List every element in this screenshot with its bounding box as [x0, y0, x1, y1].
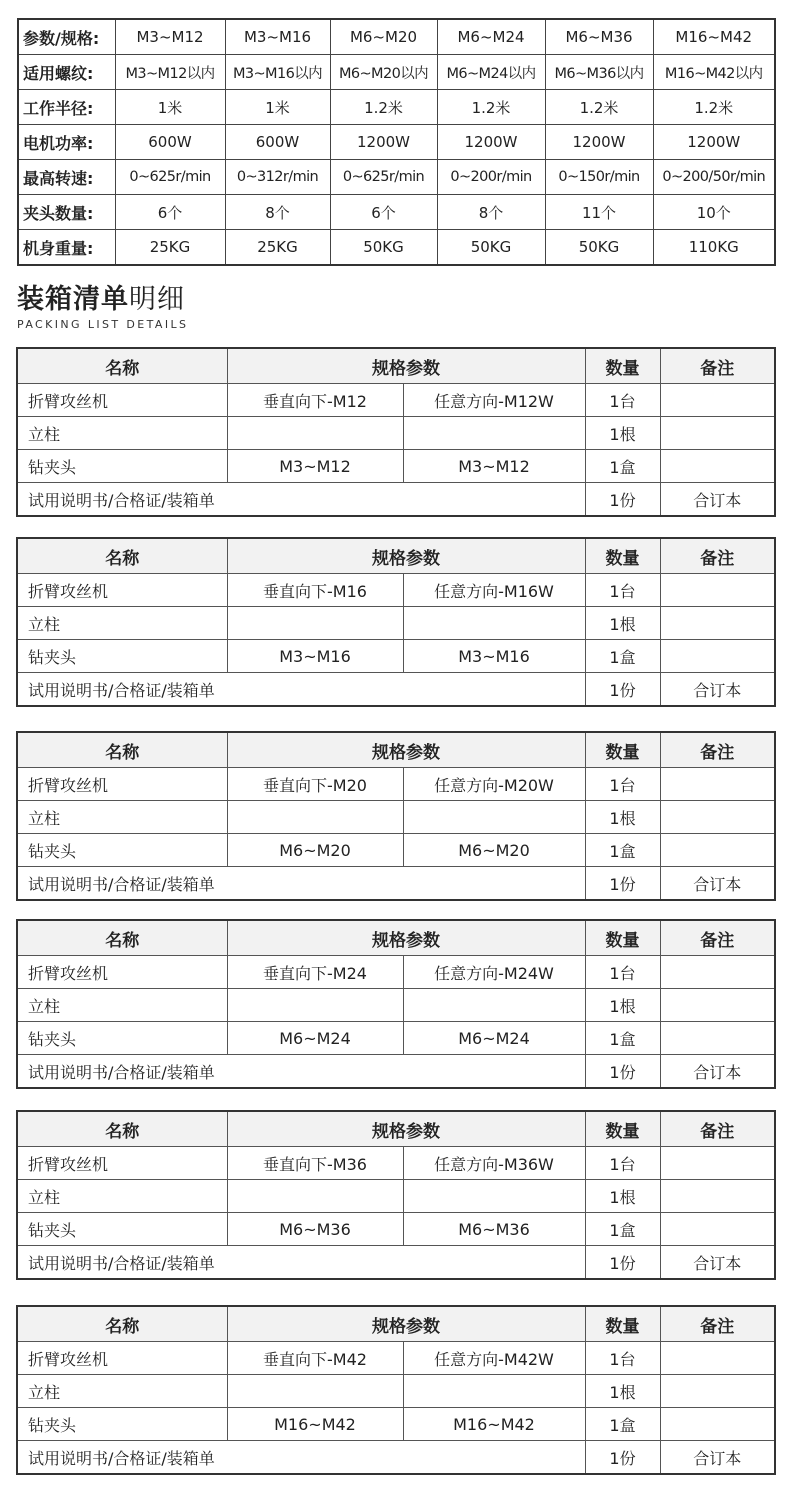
spec-row-label: 电机功率:: [18, 125, 115, 160]
packing-cell-s2: M16~M42: [403, 1408, 585, 1441]
spec-row-label: 夹头数量:: [18, 195, 115, 230]
packing-cell-note: [660, 1342, 775, 1375]
packing-cell-s2: M3~M12: [403, 450, 585, 483]
spec-header-cell: M16~M42: [653, 19, 775, 55]
packing-cell-s2: 任意方向-M20W: [403, 768, 585, 801]
packing-cell-qty: 1盒: [585, 640, 660, 673]
packing-cell-qty: 1份: [585, 1441, 660, 1475]
packing-cell-note: [660, 574, 775, 607]
packing-table: [16, 537, 776, 707]
packing-cell-note: [660, 1375, 775, 1408]
section-title-light: 明细: [129, 284, 185, 315]
packing-cell-s2: [403, 607, 585, 640]
packing-cell-note: [660, 989, 775, 1022]
packing-header-spec: 规格参数: [227, 1111, 585, 1147]
packing-cell-name: 钻夹头: [17, 450, 227, 483]
spec-header-cell: M3~M16: [225, 19, 330, 55]
packing-cell-s2: [403, 1180, 585, 1213]
spec-cell: 1.2米: [653, 90, 775, 125]
table-row: [17, 834, 775, 867]
spec-cell: M6~M20以内: [330, 55, 437, 90]
packing-cell-s1: M6~M24: [227, 1022, 403, 1055]
packing-cell-s1: 垂直向下-M20: [227, 768, 403, 801]
spec-cell: 600W: [225, 125, 330, 160]
table-row: [17, 1246, 775, 1280]
packing-cell-s1: M3~M12: [227, 450, 403, 483]
packing-header-spec: 规格参数: [227, 538, 585, 574]
packing-cell-note: 合订本: [660, 867, 775, 901]
spec-row: [18, 160, 775, 195]
packing-cell-documents: 试用说明书/合格证/装箱单: [17, 1246, 585, 1280]
packing-cell-s2: [403, 417, 585, 450]
spec-row-label: 工作半径:: [18, 90, 115, 125]
spec-cell: M3~M12以内: [115, 55, 225, 90]
spec-cell: 1200W: [545, 125, 653, 160]
table-row: [17, 1022, 775, 1055]
packing-cell-s1: M6~M36: [227, 1213, 403, 1246]
packing-header-name: 名称: [17, 538, 227, 574]
packing-cell-qty: 1盒: [585, 1408, 660, 1441]
table-row: [17, 1055, 775, 1089]
packing-cell-qty: 1份: [585, 673, 660, 707]
spec-row: [18, 125, 775, 160]
section-subtitle: PACKING LIST DETAILS: [17, 318, 189, 331]
packing-cell-documents: 试用说明书/合格证/装箱单: [17, 673, 585, 707]
packing-cell-name: 钻夹头: [17, 640, 227, 673]
packing-cell-name: 立柱: [17, 417, 227, 450]
spec-cell: 50KG: [437, 230, 545, 266]
packing-cell-note: [660, 1022, 775, 1055]
packing-header-qty: 数量: [585, 348, 660, 384]
spec-cell: 1.2米: [330, 90, 437, 125]
packing-cell-qty: 1根: [585, 1375, 660, 1408]
packing-cell-note: [660, 1147, 775, 1180]
packing-cell-name: 折臂攻丝机: [17, 1342, 227, 1375]
packing-cell-name: 钻夹头: [17, 834, 227, 867]
packing-header-row: [17, 732, 775, 768]
packing-header-qty: 数量: [585, 732, 660, 768]
packing-cell-qty: 1台: [585, 384, 660, 417]
table-row: [17, 450, 775, 483]
packing-cell-s2: M3~M16: [403, 640, 585, 673]
packing-header-qty: 数量: [585, 920, 660, 956]
packing-cell-qty: 1台: [585, 1147, 660, 1180]
packing-header-note: 备注: [660, 732, 775, 768]
spec-cell: 6个: [115, 195, 225, 230]
spec-cell: 50KG: [330, 230, 437, 266]
packing-cell-s1: M6~M20: [227, 834, 403, 867]
packing-cell-note: [660, 1408, 775, 1441]
packing-header-spec: 规格参数: [227, 920, 585, 956]
packing-cell-note: 合订本: [660, 483, 775, 517]
spec-cell: 1200W: [330, 125, 437, 160]
packing-cell-name: 立柱: [17, 801, 227, 834]
spec-cell: 0~200/50r/min: [653, 160, 775, 195]
spec-header-cell: M6~M20: [330, 19, 437, 55]
packing-cell-name: 折臂攻丝机: [17, 574, 227, 607]
packing-cell-s2: [403, 1375, 585, 1408]
table-row: [17, 1408, 775, 1441]
packing-table: [16, 347, 776, 517]
packing-cell-qty: 1台: [585, 768, 660, 801]
packing-cell-s1: [227, 1375, 403, 1408]
packing-cell-qty: 1台: [585, 574, 660, 607]
packing-table: [16, 1305, 776, 1475]
spec-cell: 0~312r/min: [225, 160, 330, 195]
packing-cell-s2: 任意方向-M36W: [403, 1147, 585, 1180]
packing-cell-documents: 试用说明书/合格证/装箱单: [17, 1441, 585, 1475]
table-row: [17, 1342, 775, 1375]
packing-header-note: 备注: [660, 1306, 775, 1342]
packing-cell-s1: 垂直向下-M24: [227, 956, 403, 989]
spec-row: [18, 55, 775, 90]
spec-row: [18, 230, 775, 266]
table-row: [17, 801, 775, 834]
spec-cell: 600W: [115, 125, 225, 160]
packing-cell-note: [660, 607, 775, 640]
packing-cell-name: 折臂攻丝机: [17, 384, 227, 417]
spec-row-label: 最高转速:: [18, 160, 115, 195]
spec-cell: 8个: [437, 195, 545, 230]
packing-cell-qty: 1份: [585, 1246, 660, 1280]
packing-cell-note: 合订本: [660, 1441, 775, 1475]
spec-header-row: [18, 19, 775, 55]
packing-cell-qty: 1份: [585, 1055, 660, 1089]
packing-cell-s2: M6~M36: [403, 1213, 585, 1246]
packing-list-heading: [17, 282, 188, 331]
packing-table: [16, 1110, 776, 1280]
packing-cell-qty: 1盒: [585, 834, 660, 867]
packing-cell-note: 合订本: [660, 673, 775, 707]
packing-header-name: 名称: [17, 1306, 227, 1342]
packing-cell-note: [660, 1180, 775, 1213]
packing-cell-s1: 垂直向下-M12: [227, 384, 403, 417]
spec-cell: 1米: [115, 90, 225, 125]
packing-cell-qty: 1根: [585, 1180, 660, 1213]
spec-cell: 1米: [225, 90, 330, 125]
spec-cell: 1200W: [653, 125, 775, 160]
packing-cell-s1: M16~M42: [227, 1408, 403, 1441]
packing-cell-note: [660, 640, 775, 673]
packing-cell-name: 钻夹头: [17, 1213, 227, 1246]
packing-cell-s1: [227, 989, 403, 1022]
packing-cell-s2: M6~M20: [403, 834, 585, 867]
packing-cell-note: 合订本: [660, 1055, 775, 1089]
packing-cell-s1: [227, 417, 403, 450]
spec-header-cell: M6~M36: [545, 19, 653, 55]
section-title: [17, 282, 188, 318]
table-row: [17, 607, 775, 640]
spec-cell: 25KG: [225, 230, 330, 266]
table-row: [17, 768, 775, 801]
spec-cell: 0~200r/min: [437, 160, 545, 195]
packing-cell-documents: 试用说明书/合格证/装箱单: [17, 867, 585, 901]
packing-header-qty: 数量: [585, 1306, 660, 1342]
packing-cell-note: [660, 801, 775, 834]
packing-cell-name: 立柱: [17, 1375, 227, 1408]
table-row: [17, 483, 775, 517]
packing-header-row: [17, 1306, 775, 1342]
packing-cell-s2: 任意方向-M24W: [403, 956, 585, 989]
table-row: [17, 1213, 775, 1246]
packing-header-name: 名称: [17, 1111, 227, 1147]
spec-cell: M6~M24以内: [437, 55, 545, 90]
spec-header-cell: M6~M24: [437, 19, 545, 55]
spec-row-label: 机身重量:: [18, 230, 115, 266]
packing-header-row: [17, 348, 775, 384]
packing-header-row: [17, 920, 775, 956]
spec-cell: M6~M36以内: [545, 55, 653, 90]
packing-cell-s1: 垂直向下-M42: [227, 1342, 403, 1375]
table-row: [17, 1180, 775, 1213]
packing-cell-name: 钻夹头: [17, 1022, 227, 1055]
table-row: [17, 1147, 775, 1180]
packing-cell-name: 折臂攻丝机: [17, 768, 227, 801]
packing-cell-qty: 1台: [585, 1342, 660, 1375]
spec-cell: 0~150r/min: [545, 160, 653, 195]
section-title-bold: 装箱清单: [17, 284, 129, 315]
packing-header-name: 名称: [17, 920, 227, 956]
packing-cell-qty: 1根: [585, 417, 660, 450]
spec-cell: 11个: [545, 195, 653, 230]
packing-cell-qty: 1盒: [585, 1213, 660, 1246]
packing-cell-s2: 任意方向-M42W: [403, 1342, 585, 1375]
packing-cell-name: 折臂攻丝机: [17, 1147, 227, 1180]
packing-cell-qty: 1根: [585, 989, 660, 1022]
table-row: [17, 417, 775, 450]
packing-cell-note: [660, 768, 775, 801]
packing-cell-documents: 试用说明书/合格证/装箱单: [17, 1055, 585, 1089]
packing-cell-note: [660, 417, 775, 450]
packing-cell-qty: 1份: [585, 483, 660, 517]
packing-cell-note: [660, 384, 775, 417]
table-row: [17, 640, 775, 673]
packing-cell-qty: 1根: [585, 607, 660, 640]
table-row: [17, 867, 775, 901]
spec-header-label: 参数/规格:: [18, 19, 115, 55]
packing-cell-s1: [227, 801, 403, 834]
spec-cell: 6个: [330, 195, 437, 230]
packing-cell-note: [660, 956, 775, 989]
packing-header-row: [17, 538, 775, 574]
spec-row: [18, 90, 775, 125]
packing-cell-s1: [227, 607, 403, 640]
packing-cell-qty: 1根: [585, 801, 660, 834]
spec-cell: M16~M42以内: [653, 55, 775, 90]
packing-header-qty: 数量: [585, 538, 660, 574]
packing-header-note: 备注: [660, 348, 775, 384]
table-row: [17, 574, 775, 607]
packing-cell-s2: M6~M24: [403, 1022, 585, 1055]
packing-cell-name: 立柱: [17, 989, 227, 1022]
packing-header-note: 备注: [660, 1111, 775, 1147]
spec-cell: M3~M16以内: [225, 55, 330, 90]
packing-cell-qty: 1盒: [585, 450, 660, 483]
packing-header-spec: 规格参数: [227, 732, 585, 768]
packing-cell-s2: [403, 989, 585, 1022]
packing-cell-s1: [227, 1180, 403, 1213]
packing-cell-qty: 1台: [585, 956, 660, 989]
packing-header-note: 备注: [660, 920, 775, 956]
packing-header-name: 名称: [17, 732, 227, 768]
packing-cell-s1: M3~M16: [227, 640, 403, 673]
spec-cell: 25KG: [115, 230, 225, 266]
spec-cell: 50KG: [545, 230, 653, 266]
packing-cell-note: [660, 1213, 775, 1246]
packing-header-name: 名称: [17, 348, 227, 384]
spec-row: [18, 195, 775, 230]
packing-header-note: 备注: [660, 538, 775, 574]
table-row: [17, 956, 775, 989]
packing-cell-s2: 任意方向-M16W: [403, 574, 585, 607]
packing-header-qty: 数量: [585, 1111, 660, 1147]
table-row: [17, 673, 775, 707]
packing-cell-name: 折臂攻丝机: [17, 956, 227, 989]
table-row: [17, 384, 775, 417]
spec-cell: 8个: [225, 195, 330, 230]
packing-cell-s2: 任意方向-M12W: [403, 384, 585, 417]
spec-cell: 1.2米: [437, 90, 545, 125]
packing-header-spec: 规格参数: [227, 348, 585, 384]
packing-cell-s1: 垂直向下-M16: [227, 574, 403, 607]
packing-cell-name: 钻夹头: [17, 1408, 227, 1441]
packing-cell-name: 立柱: [17, 1180, 227, 1213]
spec-cell: 1200W: [437, 125, 545, 160]
packing-cell-note: 合订本: [660, 1246, 775, 1280]
packing-cell-s2: [403, 801, 585, 834]
spec-row-label: 适用螺纹:: [18, 55, 115, 90]
packing-cell-documents: 试用说明书/合格证/装箱单: [17, 483, 585, 517]
spec-cell: 10个: [653, 195, 775, 230]
spec-table: [17, 18, 776, 266]
packing-cell-name: 立柱: [17, 607, 227, 640]
table-row: [17, 1441, 775, 1475]
table-row: [17, 1375, 775, 1408]
spec-cell: 1.2米: [545, 90, 653, 125]
packing-cell-qty: 1盒: [585, 1022, 660, 1055]
table-row: [17, 989, 775, 1022]
spec-cell: 0~625r/min: [330, 160, 437, 195]
packing-header-row: [17, 1111, 775, 1147]
packing-table: [16, 731, 776, 901]
packing-header-spec: 规格参数: [227, 1306, 585, 1342]
packing-cell-s1: 垂直向下-M36: [227, 1147, 403, 1180]
packing-table: [16, 919, 776, 1089]
packing-cell-note: [660, 450, 775, 483]
packing-cell-qty: 1份: [585, 867, 660, 901]
spec-cell: 0~625r/min: [115, 160, 225, 195]
spec-cell: 110KG: [653, 230, 775, 266]
spec-header-cell: M3~M12: [115, 19, 225, 55]
packing-cell-note: [660, 834, 775, 867]
spec-table-body: [18, 19, 775, 265]
